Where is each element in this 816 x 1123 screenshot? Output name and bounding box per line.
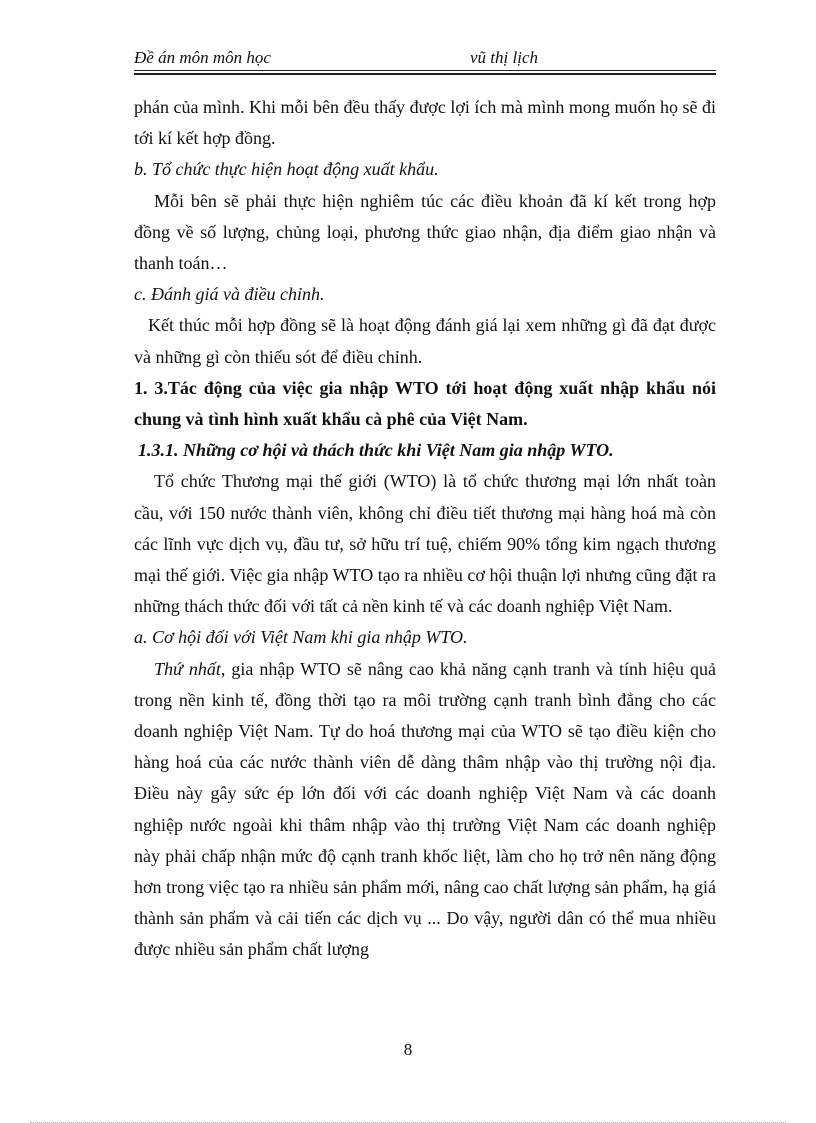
- subheading-c: c. Đánh giá và điều chỉnh.: [134, 284, 325, 305]
- paragraph: Mỗi bên sẽ phải thực hiện nghiêm túc các điều khoản đã kí kết trong hợp đồng về số lượng, chủng loại, phương thức giao nhận, địa điểm giao nhận và thanh toán…: [134, 190, 716, 274]
- subsection-heading: 1.3.1. Những cơ hội và thách thức khi Việt Nam gia nhập WTO.: [138, 440, 614, 461]
- paragraph-rest: , gia nhập WTO sẽ nâng cao khả năng cạnh tranh và tính hiệu quả trong nền kinh tế, đồng thời tạo ra môi trường cạnh tranh bình đẳng cho các doanh nghiệp Việt Nam. Tự do hoá thương mại của WTO sẽ tạo điều kiện cho hàng hoá của các nước thành viên dễ dàng thâm nhập vào thị trường nội địa. Điều này gây sức ép lớn đối với các doanh nghiệp Việt Nam và các doanh nghiệp nước ngoài khi thâm nhập vào thị trường Việt Nam các doanh nghiệp này phải chấp nhận mức độ cạnh tranh khốc liệt, làm cho họ trở nên năng động hơn trong việc tạo ra nhiều sản phẩm mới, nâng cao chất lượng sản phẩm, hạ giá thành sản phẩm và cải tiến các dịch vụ ... Do vậy, người dân có thể mua nhiều được nhiều sản phẩm chất lượng: [134, 658, 716, 960]
- subheading-b: b. Tổ chức thực hiện hoạt động xuất khẩu.: [134, 159, 439, 180]
- section-heading: 1. 3.Tác động của việc gia nhập WTO tới hoạt động xuất nhập khẩu nói chung và tình hình xuất khẩu cà phê của Việt Nam.: [134, 377, 716, 430]
- header-rule-thick: [134, 73, 716, 75]
- paragraph-continued: phán của mình. Khi mỗi bên đều thấy được lợi ích mà mình mong muốn họ sẽ đi tới kí kết hợp đồng.: [134, 97, 716, 149]
- running-header: [134, 48, 714, 70]
- header-rule-thin: [134, 70, 716, 71]
- page-number: 8: [403, 1040, 413, 1059]
- paragraph-lead: Thứ nhất: [154, 658, 221, 679]
- paragraph: Tổ chức Thương mại thế giới (WTO) là tổ chức thương mại lớn nhất toàn cầu, với 150 nước thành viên, không chỉ điều tiết thương mại hàng hoá mà còn các lĩnh vực dịch vụ, đầu tư, sở hữu trí tuệ, chiếm 90% tổng kim ngạch thương mại thế giới. Việc gia nhập WTO tạo ra nhiều cơ hội thuận lợi nhưng cũng đặt ra những thách thức đối với tất cả nền kinh tế và các doanh nghiệp Việt Nam.: [134, 471, 716, 617]
- paragraph: Kết thúc mỗi hợp đồng sẽ là hoạt động đánh giá lại xem những gì đã đạt được và những gì còn thiếu sót để điều chỉnh.: [134, 315, 716, 367]
- paragraph: [134, 654, 716, 966]
- header-author: vũ thị lịch: [470, 48, 538, 67]
- body-text: [134, 92, 716, 966]
- subheading-a: a. Cơ hội đối với Việt Nam khi gia nhập WTO.: [134, 627, 468, 648]
- header-course-title: Đề án môn môn học: [134, 48, 271, 67]
